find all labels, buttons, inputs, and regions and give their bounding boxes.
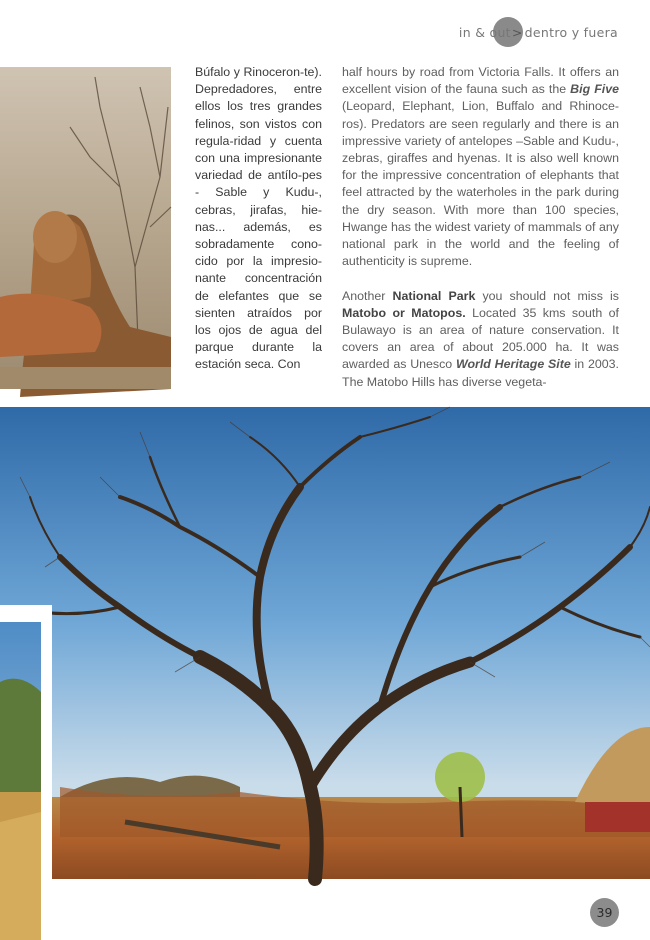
text-run: (Leopard, Elephant, Lion, Buffalo and Rhinoce-ros). Predators are seen regularly and there is an impressive variety of antelopes –Sable and Kudu-, zebras, giraffes and hyenas. It is also well known for the impressive concentration of elephants that feel attracted by the waterholes in the park during the dry season. With more than 100 species, Hwange has the widest variety of mammals of any national park in the world and the feeling of authenticity is supreme. — [342, 99, 619, 269]
page-number: 39 — [590, 898, 619, 927]
section-header — [459, 17, 618, 47]
text-run: half hours by road from Victoria Falls. It offers an excellent vision of the fauna such as the — [342, 65, 619, 97]
text-run: Another — [342, 288, 393, 303]
english-paragraph-2 — [342, 288, 619, 391]
spanish-paragraph: Búfalo y Rinoceron-te). Depredadores, entre ellos los tres grandes felinos, son vistos con regula-ridad y cuenta con una impresionante variedad de antílo-pes - Sable y Kudu-, cebras, jirafas, hie-nas... además, es sobradamente cono-cido por la impresio-nante concentración de elefantes que se sienten atraídos por los ojos de agua del parque durante la estación seca. Con — [195, 65, 322, 372]
national-park-bold: National Park — [392, 288, 476, 303]
section-separator: > — [511, 24, 523, 40]
world-heritage-emphasis: World Heritage Site — [456, 357, 571, 372]
english-paragraph-1 — [342, 64, 619, 270]
lioness-photo — [0, 67, 171, 389]
text-run: Located 35 kms south of Bulawayo is an area of nature conservation. It covers an area of about 205.000 ha. It was awarded as Unesco — [342, 305, 619, 372]
section-label-es: dentro y fuera — [524, 24, 618, 40]
section-label-en: in & out — [458, 24, 511, 40]
matobo-bold: Matobo or Matopos. — [342, 305, 466, 320]
big-five-emphasis: Big Five — [570, 82, 619, 97]
grassland-inset-photo — [0, 622, 41, 940]
column-spanish — [195, 64, 322, 374]
text-run: you should not miss is — [475, 288, 619, 303]
acacia-tree-photo — [0, 407, 650, 879]
text-run: in 2003. The Matobo Hills has diverse vegeta- — [342, 357, 619, 389]
column-english — [342, 64, 619, 389]
